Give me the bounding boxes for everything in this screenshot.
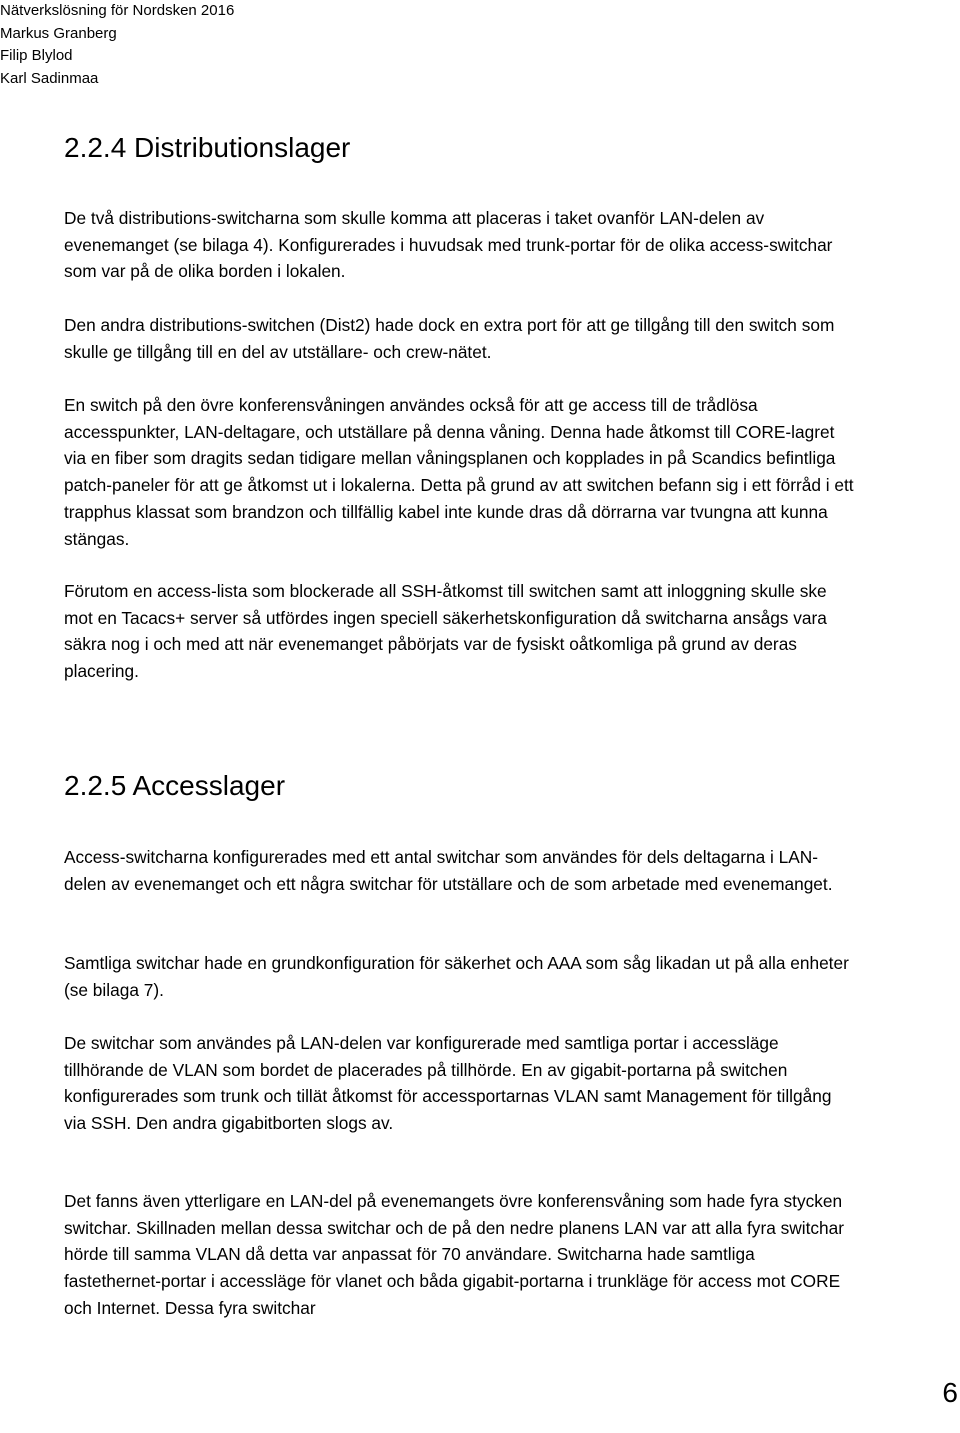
body-paragraph: Samtliga switchar hade en grundkonfiguration för säkerhet och AAA som såg likadan ut på alla enheter (se bilaga 7). bbox=[64, 953, 849, 1000]
page-number: 6 bbox=[942, 1377, 958, 1408]
header-author: Markus Granberg bbox=[0, 24, 117, 42]
document-header bbox=[0, 0, 234, 90]
header-project-title: Nätverkslösning för Nordsken 2016 bbox=[0, 2, 235, 19]
body-paragraph: De två distributions-switcharna som skulle komma att placeras i taket ovanför LAN-delen av evenemanget (se bilaga 4). Konfigurerades i huvudsak med trunk-portar för de olika access-switchar som var på de olika borden i lokalen. bbox=[64, 208, 833, 282]
body-paragraph: Förutom en access-lista som blockerade all SSH-åtkomst till switchen samt att inloggning skulle ske mot en Tacacs+ server så utfördes ingen speciell säkerhetskonfiguration då switcharna ansågs vara säkra nog i och med att när evenemanget påbörjats var de fysiskt oåtkomliga på grund av deras placering. bbox=[64, 581, 827, 682]
section-heading-distributionslager: 2.2.4 Distributionslager bbox=[64, 132, 351, 163]
body-paragraph: Den andra distributions-switchen (Dist2) hade dock en extra port för att ge tillgång till den switch som skulle ge tillgång till en del av utställare- och crew-nätet. bbox=[64, 315, 835, 362]
header-author: Karl Sadinmaa bbox=[0, 69, 99, 87]
body-paragraph: Det fanns även ytterligare en LAN-del på evenemangets övre konferensvåning som hade fyra stycken switchar. Skillnaden mellan dessa switchar och de på den nedre planens LAN var att alla fyra switchar hörde till samma VLAN då detta var anpassat för 70 användare. Switcharna hade samtliga fastethernet-portar i accessläge för vlanet och båda gigabit-portarna i trunkläge för access mot CORE och Internet. Dessa fyra switchar bbox=[64, 1191, 844, 1318]
section-heading-accesslager: 2.2.5 Accesslager bbox=[64, 770, 286, 801]
body-paragraph: De switchar som användes på LAN-delen var konfigurerade med samtliga portar i accessläge tillhörande de VLAN som bordet de placerades på tillhörde. En av gigabit-portarna på switchen konfigurerades som trunk och tillät åtkomst för accessportarnas VLAN samt Management för tillgång via SSH. Den andra gigabitborten slogs av. bbox=[64, 1033, 832, 1134]
body-paragraph: Access-switcharna konfigurerades med ett antal switchar som användes för dels deltagarna i LAN-delen av evenemanget och ett några switchar för utställare och de som arbetade med evenemanget. bbox=[64, 847, 833, 894]
header-author: Filip Blylod bbox=[0, 47, 73, 64]
body-paragraph: En switch på den övre konferensvåningen användes också för att ge access till de trådlösa accesspunkter, LAN-deltagare, och utställare på denna våning. Denna hade åtkomst till CORE-lagret via en fiber som dragits sedan tidigare mellan våningsplanen och kopplades in på Scandics befintliga patch-paneler för att ge åtkomst ut i lokalerna. Detta på grund av att switchen befann sig i ett förråd i ett trapphus klassat som brandzon och tillfällig kabel inte kunde dras då dörrarna var tvungna att kunna stängas. bbox=[64, 395, 854, 549]
